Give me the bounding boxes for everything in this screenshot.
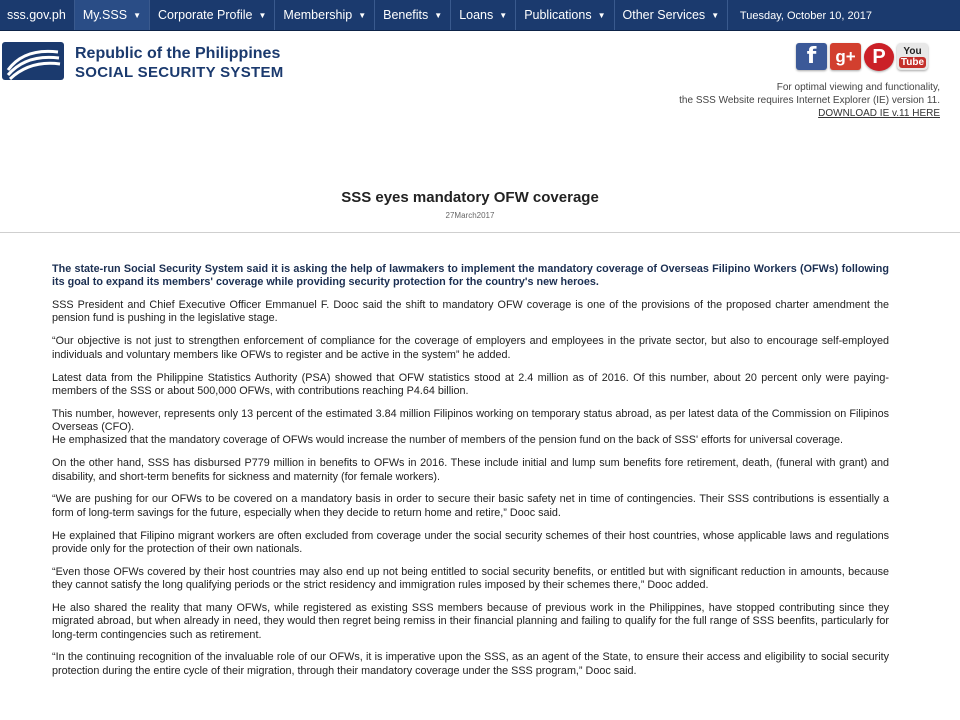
article-body [52, 263, 889, 688]
nav-item-corporate-profile[interactable] [150, 0, 275, 30]
article-title: SSS eyes mandatory OFW coverage [341, 189, 599, 206]
nav-item-label: Other Services [622, 8, 706, 22]
article-paragraph: “In the continuing recognition of the invaluable role of our OFWs, it is imperative upon the SSS, as an agent of the State, to ensure their access and eligibility to social security protection during the entire cycle of their migration, through their mandatory coverage under the SSS program,” Dooc said. [52, 651, 889, 677]
nav-item-label: Loans [459, 8, 494, 22]
facebook-glyph: f [806, 44, 817, 69]
caret-down-icon: ▼ [258, 10, 267, 20]
nav-item-other-services[interactable] [615, 0, 729, 30]
pinterest-icon[interactable] [864, 43, 894, 71]
article-paragraph: He also shared the reality that many OFWs, while registered as existing SSS members because of previous work in the Philippines, have stopped contributing since they migrated abroad, but when already in need, they would then regret being remiss in their financial planning and failing to qualify for the full range of SSS beenfits, particularly for long-term contingencies such as retirement. [52, 601, 889, 641]
org-name-line2: SOCIAL SECURITY SYSTEM [75, 64, 284, 81]
caret-down-icon: ▼ [358, 10, 367, 20]
article-paragraph: This number, however, represents only 13 percent of the estimated 3.84 million Filipinos working on temporary status abroad, as per latest data of the Commission on Filipinos Overseas (CFO). [52, 407, 889, 434]
google-plus-icon[interactable] [830, 43, 861, 70]
article-lead: The state-run Social Security System said it is asking the help of lawmakers to implement the mandatory coverage of Overseas Filipino Workers (OFWs) following its goal to expand its members' coverage while providing security protection for the country's new heroes. [52, 263, 889, 289]
youtube-glyph-top: You [903, 45, 922, 57]
article-date: 27March2017 [445, 211, 495, 220]
nav-item-sss-gov-ph[interactable] [0, 0, 75, 30]
article-paragraph: “Even those OFWs covered by their host countries may also end up not being entitled to social security benefits, or entitled but with significant reduction in amounts, because they cannot satisfy the long qualifying periods or the strict residency and immigration rules imposed by their schemes there,” Dooc added. [52, 565, 889, 592]
nav-item-label: Corporate Profile [157, 8, 253, 22]
youtube-icon[interactable] [897, 43, 928, 70]
current-date: Tuesday, October 10, 2017 [739, 9, 872, 22]
article-paragraph: He explained that Filipino migrant workers are often excluded from coverage under the social security schemes of their host countries, whose applicable laws and regulations provide only for the protection of their own nationals. [52, 529, 889, 555]
caret-down-icon: ▼ [133, 10, 141, 20]
nav-item-my-sss[interactable] [75, 0, 150, 30]
top-navigation-bar [0, 0, 960, 31]
article-paragraph: On the other hand, SSS has disbursed P779 million in benefits to OFWs in 2016. These include initial and lump sum benefits fore retirement, death, (funeral with grant) and disability, and short-term benefits for sickness and maternity (for female workers). [52, 457, 889, 483]
nav-item-publications[interactable] [516, 0, 614, 30]
download-ie-link[interactable]: DOWNLOAD IE v.11 HERE [818, 108, 940, 119]
article-paragraph: He emphasized that the mandatory coverage of OFWs would increase the number of members of the pension fund on the back of SSS' efforts for universal coverage. [52, 434, 844, 447]
nav-item-label: Membership [283, 8, 353, 22]
divider [0, 232, 960, 233]
org-name-line1: Republic of the Philippines [75, 45, 281, 62]
article-paragraph: “We are pushing for our OFWs to be covered on a mandatory basis in order to secure their basic safety net in time of contingencies. Their SSS contributions is essentially a form of long-term savings for the future, especially when they decide to return home and retire,” Dooc said. [52, 493, 889, 519]
caret-down-icon: ▼ [597, 10, 606, 20]
nav-item-membership[interactable] [275, 0, 375, 30]
notice-line1: For optimal viewing and functionality, [776, 82, 940, 93]
browser-notice [679, 81, 940, 120]
notice-line2: the SSS Website requires Internet Explorer (IE) version 11. [679, 95, 940, 106]
nav-menu [0, 0, 728, 30]
social-links [793, 43, 928, 71]
nav-item-label: sss.gov.ph [7, 8, 66, 22]
nav-item-benefits[interactable] [375, 0, 451, 30]
caret-down-icon: ▼ [711, 10, 720, 20]
nav-item-label: Publications [524, 8, 592, 22]
caret-down-icon: ▼ [499, 10, 508, 20]
facebook-icon[interactable] [796, 43, 827, 70]
site-header [0, 32, 960, 122]
sss-logo-icon[interactable] [2, 42, 64, 80]
caret-down-icon: ▼ [434, 10, 443, 20]
youtube-glyph-bottom: Tube [900, 56, 925, 68]
pinterest-glyph: P [872, 45, 886, 68]
nav-item-loans[interactable] [451, 0, 516, 30]
article-paragraph: SSS President and Chief Executive Officer Emmanuel F. Dooc said the shift to mandatory OFW coverage is one of the provisions of the proposed charter amendment the pension fund is pushing in the legislative stage. [52, 299, 889, 325]
article-paragraph: Latest data from the Philippine Statistics Authority (PSA) showed that OFW statistics stood at 2.4 million as of 2016. Of this number, about 20 percent only were paying-members of the SSS or about 500,000 OFWs, with contributions reaching P4.64 billion. [52, 371, 889, 397]
nav-item-label: My.SSS [82, 8, 128, 22]
google-plus-glyph: g+ [835, 46, 856, 66]
nav-item-label: Benefits [383, 8, 429, 22]
article-paragraph: “Our objective is not just to strengthen enforcement of compliance for the coverage of employers and employees in the private sector, but also to encourage self-employed individuals and voluntary members like OFWs to register and be active in the system” he added. [52, 335, 889, 361]
